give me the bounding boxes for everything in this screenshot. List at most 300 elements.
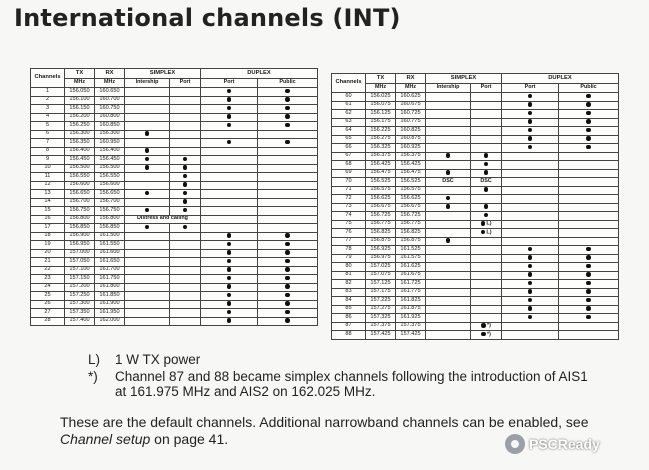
duplex-port-cell	[502, 220, 559, 229]
dot-marker	[528, 94, 532, 98]
channel-row	[31, 105, 318, 114]
duplex-public-cell	[559, 186, 619, 195]
intership-cell	[125, 105, 170, 114]
dot-marker	[227, 114, 231, 118]
intership-cell	[426, 203, 471, 212]
dot-marker	[285, 284, 289, 288]
intership-cell	[125, 275, 170, 284]
tx-frequency: 156.150	[65, 105, 95, 114]
footer-text-2: on page 41.	[150, 431, 229, 447]
duplex-public-cell	[559, 212, 619, 221]
footer-text-1: These are the default channels. Additional narrowband channels can be enabled, see	[60, 414, 589, 430]
intership-cell	[426, 297, 471, 306]
dot-marker	[183, 225, 187, 229]
duplex-public-cell	[258, 232, 318, 241]
channel-row	[332, 229, 619, 238]
duplex-public-cell	[559, 110, 619, 119]
rx-frequency: 156.825	[396, 229, 426, 238]
channel-row	[31, 147, 318, 156]
simplex-port-cell	[170, 241, 201, 250]
col-simplex: SIMPLEX	[125, 69, 201, 79]
duplex-public-cell	[559, 271, 619, 280]
rx-frequency: 156.550	[95, 173, 125, 182]
channel-number: 12	[31, 181, 65, 190]
channel-row	[31, 207, 318, 216]
duplex-port-cell	[502, 237, 559, 246]
duplex-public-cell	[559, 169, 619, 178]
simplex-port-cell	[471, 195, 502, 204]
dot-marker	[227, 284, 231, 288]
rx-frequency: 156.875	[396, 237, 426, 246]
simplex-port-cell	[170, 309, 201, 318]
duplex-public-cell	[559, 297, 619, 306]
dot-marker	[484, 162, 488, 166]
simplex-port-cell	[170, 122, 201, 131]
rx-frequency: 156.400	[95, 147, 125, 156]
channel-number: 69	[332, 169, 366, 178]
tx-frequency: 157.400	[65, 317, 95, 326]
dot-marker	[484, 204, 488, 208]
intership-cell	[426, 186, 471, 195]
footnote-mark: L)	[484, 220, 492, 227]
duplex-port-cell	[201, 300, 258, 309]
simplex-port-cell	[170, 88, 201, 97]
channel-row	[332, 297, 619, 306]
tx-frequency: 157.200	[65, 283, 95, 292]
channel-row	[332, 178, 619, 187]
intership-cell	[125, 164, 170, 173]
channel-row	[31, 275, 318, 284]
dot-marker	[528, 119, 532, 123]
intership-cell	[426, 322, 471, 331]
simplex-port-cell	[471, 237, 502, 246]
duplex-public-cell	[258, 317, 318, 326]
intership-cell	[125, 224, 170, 233]
dot-marker	[227, 97, 231, 101]
simplex-port-cell	[170, 266, 201, 275]
dot-marker	[586, 145, 590, 149]
duplex-public-cell	[258, 190, 318, 199]
rx-frequency: 156.600	[95, 181, 125, 190]
intership-cell	[125, 88, 170, 97]
dot-marker	[285, 301, 289, 305]
simplex-port-cell	[471, 118, 502, 127]
dot-marker	[183, 191, 187, 195]
duplex-port-cell	[201, 207, 258, 216]
intership-cell	[426, 229, 471, 238]
duplex-port-cell	[502, 246, 559, 255]
watermark-logo-icon	[505, 434, 525, 454]
duplex-port-cell	[201, 241, 258, 250]
channel-row	[332, 212, 619, 221]
dot-marker	[528, 255, 532, 259]
rx-frequency: 161.825	[396, 297, 426, 306]
channel-number: 67	[332, 152, 366, 161]
dot-marker	[285, 310, 289, 314]
simplex-port-cell	[471, 271, 502, 280]
col-public: Public	[559, 84, 619, 93]
dot-marker	[285, 140, 289, 144]
rx-frequency: 156.500	[95, 164, 125, 173]
simplex-port-cell	[170, 258, 201, 267]
duplex-public-cell	[258, 224, 318, 233]
duplex-port-cell	[502, 271, 559, 280]
duplex-port-cell	[201, 190, 258, 199]
duplex-public-cell	[559, 195, 619, 204]
duplex-port-cell	[201, 105, 258, 114]
duplex-port-cell	[502, 169, 559, 178]
dot-marker	[586, 298, 590, 302]
duplex-public-cell	[559, 178, 619, 187]
channel-row	[31, 190, 318, 199]
duplex-public-cell	[559, 135, 619, 144]
simplex-port-cell	[170, 275, 201, 284]
rx-frequency: 160.625	[396, 93, 426, 102]
tx-frequency: 156.825	[366, 229, 396, 238]
simplex-port-cell	[471, 186, 502, 195]
duplex-port-cell	[502, 314, 559, 323]
note-key: *)	[88, 369, 98, 384]
rx-frequency: 160.775	[396, 118, 426, 127]
simplex-port-cell	[170, 105, 201, 114]
dot-marker	[446, 196, 450, 200]
simplex-port-cell	[170, 249, 201, 258]
dot-marker	[227, 318, 231, 322]
span-note	[125, 215, 201, 224]
channel-number: 17	[31, 224, 65, 233]
tx-frequency: 156.650	[65, 190, 95, 199]
channel-row	[332, 305, 619, 314]
duplex-public-cell	[559, 263, 619, 272]
channel-row	[31, 130, 318, 139]
dot-marker	[586, 111, 590, 115]
tx-frequency: 156.625	[366, 195, 396, 204]
rx-frequency: 156.650	[95, 190, 125, 199]
tx-frequency: 156.050	[65, 88, 95, 97]
duplex-port-cell	[201, 198, 258, 207]
duplex-public-cell	[559, 280, 619, 289]
rx-frequency: 161.875	[396, 305, 426, 314]
simplex-port-cell	[471, 254, 502, 263]
channel-number: 27	[31, 309, 65, 318]
dot-marker	[227, 233, 231, 237]
tx-frequency: 156.950	[65, 241, 95, 250]
intership-cell	[426, 212, 471, 221]
tx-frequency: 156.125	[366, 110, 396, 119]
intership-cell	[125, 122, 170, 131]
duplex-port-cell	[502, 254, 559, 263]
dot-marker	[227, 250, 231, 254]
dot-marker	[528, 102, 532, 106]
rx-frequency: 156.450	[95, 156, 125, 165]
dot-marker	[227, 301, 231, 305]
simplex-port-cell	[471, 212, 502, 221]
tx-frequency: 156.675	[366, 203, 396, 212]
channel-row	[332, 101, 619, 110]
duplex-port-cell	[201, 156, 258, 165]
intership-cell	[426, 144, 471, 153]
channel-row	[332, 152, 619, 161]
tx-frequency: 157.175	[366, 288, 396, 297]
channel-row	[31, 232, 318, 241]
duplex-public-cell	[258, 88, 318, 97]
rx-frequency: 160.800	[95, 113, 125, 122]
rx-frequency: 156.625	[396, 195, 426, 204]
dot-marker	[227, 310, 231, 314]
dot-marker	[285, 293, 289, 297]
intership-cell	[125, 292, 170, 301]
channel-row	[332, 254, 619, 263]
intership-cell	[125, 181, 170, 190]
duplex-port-cell	[502, 195, 559, 204]
duplex-public-cell	[559, 229, 619, 238]
intership-cell	[426, 101, 471, 110]
duplex-public-cell	[258, 215, 318, 224]
duplex-port-cell	[502, 178, 559, 187]
duplex-port-cell	[502, 212, 559, 221]
tx-frequency: 156.175	[366, 118, 396, 127]
simplex-port-cell	[170, 300, 201, 309]
dot-marker	[145, 191, 149, 195]
dot-marker	[285, 276, 289, 280]
tx-frequency: 157.050	[65, 258, 95, 267]
duplex-public-cell	[559, 203, 619, 212]
channel-number: 88	[332, 331, 366, 340]
channel-row	[332, 280, 619, 289]
dot-marker	[586, 119, 590, 123]
intership-cell	[426, 220, 471, 229]
duplex-port-cell	[201, 258, 258, 267]
rx-frequency: 160.950	[95, 139, 125, 148]
simplex-port-cell	[170, 198, 201, 207]
channel-number: 64	[332, 127, 366, 136]
intership-cell	[125, 139, 170, 148]
dot-marker	[528, 272, 532, 276]
tx-frequency: 156.300	[65, 130, 95, 139]
tx-frequency: 156.975	[366, 254, 396, 263]
dot-marker	[285, 114, 289, 118]
col-rx-mhz: MHz	[396, 84, 426, 93]
intership-cell	[125, 130, 170, 139]
rx-frequency: 156.375	[396, 152, 426, 161]
watermark-text: PSCReady	[529, 436, 600, 452]
intership-cell	[426, 280, 471, 289]
duplex-port-cell	[502, 161, 559, 170]
duplex-public-cell	[559, 144, 619, 153]
rx-frequency: 156.725	[396, 212, 426, 221]
duplex-public-cell	[559, 118, 619, 127]
rx-frequency: 156.700	[95, 198, 125, 207]
channel-row	[332, 220, 619, 229]
dot-marker	[586, 315, 590, 319]
channel-number: 4	[31, 113, 65, 122]
simplex-port-cell	[170, 96, 201, 105]
tx-frequency: 156.775	[366, 220, 396, 229]
duplex-port-cell	[201, 266, 258, 275]
footnote-mark: L)	[484, 229, 492, 236]
dot-marker	[528, 128, 532, 132]
dot-marker	[528, 145, 532, 149]
channel-number: 13	[31, 190, 65, 199]
tx-frequency: 157.350	[65, 309, 95, 318]
duplex-public-cell	[559, 161, 619, 170]
tx-frequency: 156.425	[366, 161, 396, 170]
duplex-public-cell	[559, 237, 619, 246]
tx-frequency: 156.075	[366, 101, 396, 110]
dot-marker	[285, 97, 289, 101]
footnote-mark: *)	[485, 322, 491, 329]
rx-frequency: 160.750	[95, 105, 125, 114]
simplex-port-cell	[471, 93, 502, 102]
rx-frequency: 156.525	[396, 178, 426, 187]
rx-frequency: 156.800	[95, 215, 125, 224]
cell-text: DSC	[442, 177, 454, 184]
dot-marker	[285, 89, 289, 93]
duplex-public-cell	[258, 241, 318, 250]
duplex-public-cell	[559, 314, 619, 323]
channel-number: 23	[31, 275, 65, 284]
simplex-port-cell	[471, 127, 502, 136]
channel-number: 5	[31, 122, 65, 131]
channel-number: 73	[332, 203, 366, 212]
rx-frequency: 160.925	[396, 144, 426, 153]
channel-number: 71	[332, 186, 366, 195]
col-duplex: DUPLEX	[502, 74, 619, 84]
note-text: 1 W TX power	[115, 352, 201, 367]
channel-number: 75	[332, 220, 366, 229]
tx-frequency: 156.600	[65, 181, 95, 190]
tx-frequency: 156.475	[366, 169, 396, 178]
simplex-port-cell	[170, 317, 201, 326]
simplex-port-cell	[170, 224, 201, 233]
dot-marker	[484, 187, 488, 191]
dot-marker	[183, 157, 187, 161]
intership-cell	[125, 156, 170, 165]
dot-marker	[285, 318, 289, 322]
rx-frequency: 161.500	[95, 232, 125, 241]
simplex-port-cell	[471, 322, 502, 331]
tx-frequency: 156.550	[65, 173, 95, 182]
channel-number: 3	[31, 105, 65, 114]
channel-row	[332, 186, 619, 195]
channel-row	[31, 241, 318, 250]
intership-cell	[426, 331, 471, 340]
rx-frequency: 161.750	[95, 275, 125, 284]
duplex-public-cell	[559, 305, 619, 314]
channel-number: 9	[31, 156, 65, 165]
duplex-port-cell	[201, 317, 258, 326]
channel-row	[332, 169, 619, 178]
duplex-port-cell	[502, 322, 559, 331]
channel-number: 18	[31, 232, 65, 241]
tx-frequency: 156.700	[65, 198, 95, 207]
channel-row	[332, 135, 619, 144]
intership-cell	[125, 249, 170, 258]
intership-cell	[426, 127, 471, 136]
tx-frequency: 157.075	[366, 271, 396, 280]
dot-marker	[227, 293, 231, 297]
dot-marker	[528, 298, 532, 302]
channel-number: 10	[31, 164, 65, 173]
dot-marker	[586, 281, 590, 285]
tx-frequency: 156.325	[366, 144, 396, 153]
rx-frequency: 161.800	[95, 283, 125, 292]
channel-row	[31, 173, 318, 182]
duplex-port-cell	[502, 280, 559, 289]
duplex-port-cell	[201, 275, 258, 284]
tx-frequency: 156.525	[366, 178, 396, 187]
intership-cell	[125, 190, 170, 199]
simplex-port-cell	[170, 190, 201, 199]
tx-frequency: 156.275	[366, 135, 396, 144]
tx-frequency: 156.925	[366, 246, 396, 255]
dot-marker	[227, 89, 231, 93]
dot-marker	[227, 259, 231, 263]
simplex-port-cell	[471, 246, 502, 255]
channel-setup-link[interactable]: Channel setup	[60, 431, 151, 447]
rx-frequency: 161.900	[95, 300, 125, 309]
tx-frequency: 157.325	[366, 314, 396, 323]
dot-marker	[227, 242, 231, 246]
duplex-port-cell	[201, 96, 258, 105]
duplex-port-cell	[502, 144, 559, 153]
channel-number: 2	[31, 96, 65, 105]
tx-frequency: 157.025	[366, 263, 396, 272]
dot-marker	[183, 174, 187, 178]
channel-row	[31, 215, 318, 224]
rx-frequency: 161.925	[396, 314, 426, 323]
duplex-port-cell	[201, 309, 258, 318]
tx-frequency: 157.150	[65, 275, 95, 284]
watermark	[505, 434, 600, 454]
intership-cell	[426, 254, 471, 263]
rx-frequency: 160.650	[95, 88, 125, 97]
duplex-port-cell	[201, 173, 258, 182]
duplex-public-cell	[258, 139, 318, 148]
note-text: Channel 87 and 88 became simplex channels following the introduction of AIS1 at 161.975 MHz and AIS2 on 162.025 MHz.	[115, 369, 588, 399]
duplex-public-cell	[559, 254, 619, 263]
simplex-port-cell	[170, 164, 201, 173]
simplex-port-cell	[471, 101, 502, 110]
intership-cell	[125, 113, 170, 122]
simplex-port-cell	[471, 280, 502, 289]
dot-marker	[145, 165, 149, 169]
simplex-port-cell	[471, 314, 502, 323]
simplex-port-cell	[170, 283, 201, 292]
simplex-port-cell	[471, 288, 502, 297]
channel-row	[31, 309, 318, 318]
duplex-port-cell	[201, 232, 258, 241]
simplex-port-cell	[170, 147, 201, 156]
duplex-public-cell	[258, 147, 318, 156]
channel-number: 7	[31, 139, 65, 148]
rx-frequency: 156.675	[396, 203, 426, 212]
duplex-public-cell	[559, 101, 619, 110]
channel-number: 60	[332, 93, 366, 102]
intership-cell	[125, 309, 170, 318]
dot-marker	[586, 255, 590, 259]
channel-number: 82	[332, 280, 366, 289]
intership-cell	[426, 305, 471, 314]
channel-number: 81	[332, 271, 366, 280]
dot-marker	[586, 264, 590, 268]
tx-frequency: 156.100	[65, 96, 95, 105]
rx-frequency: 157.425	[396, 331, 426, 340]
col-tx: TX	[366, 74, 396, 84]
duplex-port-cell	[502, 297, 559, 306]
rx-frequency: 161.600	[95, 249, 125, 258]
duplex-port-cell	[201, 181, 258, 190]
